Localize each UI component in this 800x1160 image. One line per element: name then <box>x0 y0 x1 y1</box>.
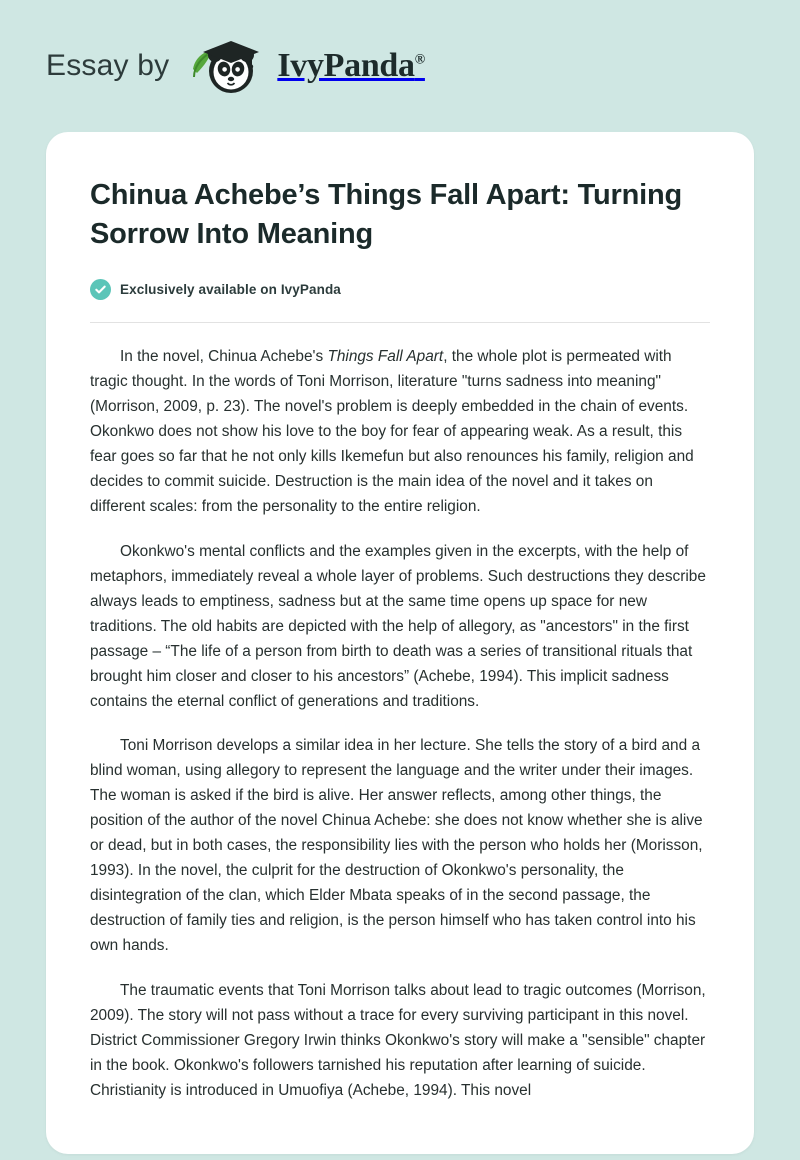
paragraph <box>90 734 710 959</box>
paragraph <box>90 979 710 1104</box>
page-title: Chinua Achebe’s Things Fall Apart: Turning Sorrow Into Meaning <box>90 179 683 250</box>
divider <box>90 322 710 323</box>
essay-card <box>46 132 754 1154</box>
ivypanda-logo-link[interactable] <box>183 31 425 101</box>
header-inner <box>46 31 425 101</box>
paragraph <box>90 345 710 520</box>
trademark-symbol: ® <box>414 52 425 68</box>
exclusive-badge <box>90 279 710 300</box>
essay-body <box>90 345 710 1104</box>
check-circle-icon <box>90 279 111 300</box>
panda-graduate-logo-icon <box>183 31 269 101</box>
status-badge-label: Exclusively available on IvyPanda <box>120 282 341 298</box>
brand-name: IvyPanda® <box>277 47 425 84</box>
text-run: In the novel, Chinua Achebe's <box>120 348 328 366</box>
text-run: The traumatic events that Toni Morrison talks about lead to tragic outcomes (Morrison, 2009). The story will not pass without a trace for every surviving participant in this novel. District Commissioner Gregory Irwin thinks Okonkwo's story will make a "sensible" chapter in the book. Okonkwo's followers tarnished his reputation after learning of suicide. Christianity is introduced in Umuofiya (Achebe, 1994). This novel <box>90 982 706 1099</box>
text-run: , the whole plot is permeated with tragic thought. In the words of Toni Morrison, literature "turns sadness into meaning" (Morrison, 2009, p. 23). The novel's problem is deeply embedded in the chain of events. Okonkwo does not show his love to the boy for fear of appearing weak. As a result, this fear goes so far that he not only kills Ikemefun but also renounces his family, religion and decides to commit suicide. Destruction is the main idea of the novel and it takes on different scales: from the personality to the entire religion. <box>90 348 694 515</box>
text-run: Toni Morrison develops a similar idea in her lecture. She tells the story of a bird and a blind woman, using allegory to represent the language and the writer under their images. The woman is asked if the bird is alive. Her answer reflects, among other things, the position of the author of the novel Chinua Achebe: she does not know whether she is alive or dead, but in both cases, the responsibility lies with the person who holds her (Morisson, 1993). In the novel, the culprit for the destruction of Okonkwo's personality, the disintegration of the clan, which Elder Mbata speaks of in the second passage, the destruction of family ties and religion, is the person himself who has taken control into his own hands. <box>90 737 703 955</box>
book-title-italic: Things Fall Apart <box>327 348 444 366</box>
site-header <box>0 0 800 132</box>
essay-by-label: Essay by <box>46 49 170 82</box>
text-run: Okonkwo's mental conflicts and the examples given in the excerpts, with the help of metaphors, immediately reveal a whole layer of problems. Such destructions they describe always leads to emptiness, sadness but at the same time opens up space for new traditions. The old habits are depicted with the help of allegory, as "ancestors" in the first passage – “The life of a person from birth to death was a series of transitional rituals that brought him closer and closer to his ancestors” (Achebe, 1994). This implicit sadness contains the eternal conflict of generations and traditions. <box>90 542 706 710</box>
paragraph <box>90 540 710 715</box>
